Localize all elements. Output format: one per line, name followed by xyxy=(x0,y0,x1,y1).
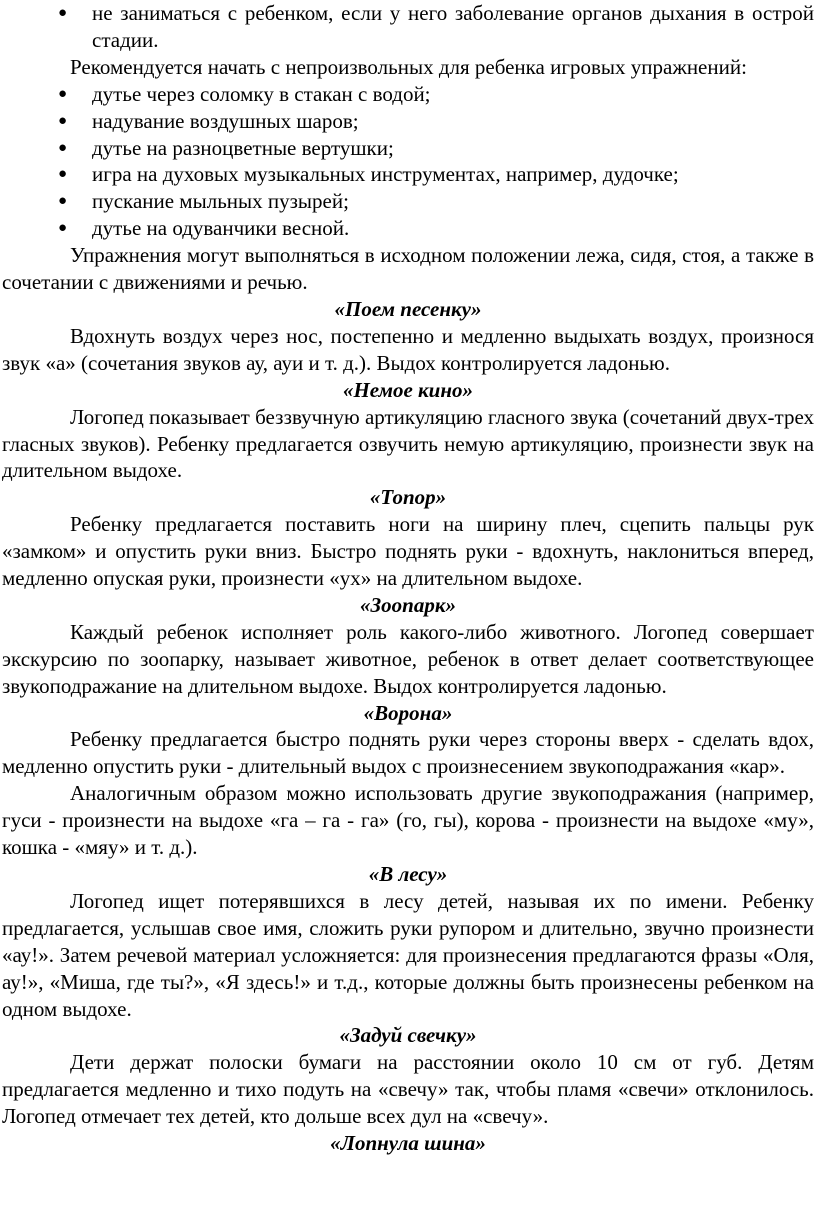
list-item xyxy=(2,135,814,162)
exercise-paragraph: Логопед ищет потерявшихся в лесу детей, называя их по имени. Ребенку предлагается, услышав свое имя, сложить руки рупором и длительно, звучно произнести «ау!». Затем речевой материал усложняется: для произнесения предлагаются фразы «Оля, ау!», «Миша, где ты?», «Я здесь!» и т.д., которые должны быть произнесены ребенком на одном выдохе. xyxy=(2,888,814,1021)
exercise-paragraph: Ребенку предлагается быстро поднять руки через стороны вверх - сделать вдох, медленно опустить руки - длительный выдох с произнесением звукоподражания «кар». xyxy=(2,727,814,779)
bullet-icon: ● xyxy=(58,112,68,129)
exercise-paragraph: Каждый ребенок исполняет роль какого-либо животного. Логопед совершает экскурсию по зоопарку, называет животное, ребенок в ответ делает соответствующее звукоподражание на длительном выдохе. Выдох контролируется ладонью. xyxy=(2,619,814,698)
exercise-paragraph: Вдохнуть воздух через нос, постепенно и медленно выдыхать воздух, произнося звук «а» (сочетания звуков ау, ауи и т. д.). Выдох контролируется ладонью. xyxy=(2,323,814,375)
exercise-title: «Лопнула шина» xyxy=(330,1131,486,1156)
list-item-text: игра на духовых музыкальных инструментах, например, дудочке; xyxy=(92,162,679,187)
exercise-title: «В лесу» xyxy=(368,862,448,886)
precaution-list xyxy=(2,0,814,54)
game-exercise-list xyxy=(2,81,814,242)
exercise-title: «Немое кино» xyxy=(342,377,474,402)
list-item-text: дутье на разноцветные вертушки; xyxy=(92,135,394,160)
list-item xyxy=(2,81,814,108)
bullet-icon: ● xyxy=(58,5,68,21)
exercise-paragraph: Логопед показывает беззвучную артикуляцию гласного звука (сочетаний двух-трех гласных звуков). Ребенку предлагается озвучить немую артикуляцию, произнести звук на длительном выдохе. xyxy=(2,404,814,483)
exercise-in-forest xyxy=(2,861,814,1022)
list-item-text: дутье через соломку в стакан с водой; xyxy=(92,81,431,106)
bullet-icon: ● xyxy=(58,220,68,237)
exercise-burst-tire xyxy=(2,1130,814,1157)
exercise-paragraph: Ребенку предлагается поставить ноги на ширину плеч, сцепить пальцы рук «замком» и опустить руки вниз. Быстро поднять руки - вдохнуть, наклониться вперед, медленно опуская руки, произнести «ух» на длительном выдохе. xyxy=(2,512,814,591)
intro-paragraph: Рекомендуется начать с непроизвольных для ребенка игровых упражнений: xyxy=(70,54,747,79)
exercise-zoo xyxy=(2,592,814,700)
exercise-paragraph: Аналогичным образом можно использовать другие звукоподражания (например, гуси - произнести на выдохе «га – га - га» (го, гы), корова - произнести на выдохе «му», кошка - «мяу» и т. д.). xyxy=(2,781,814,860)
exercise-sing-song xyxy=(2,296,814,377)
bullet-icon: ● xyxy=(58,139,68,156)
bullet-icon: ● xyxy=(58,193,68,210)
bullet-icon: ● xyxy=(58,166,68,183)
list-item xyxy=(2,188,814,215)
exercise-title: «Топор» xyxy=(369,485,447,510)
exercise-crow xyxy=(2,700,814,861)
exercise-paragraph: Дети держат полоски бумаги на расстоянии около 10 см от губ. Детям предлагается медленно и тихо подуть на «свечу» так, чтобы пламя «свечи» отклонилось. Логопед отмечает тех детей, кто дольше всех дул на «свечу». xyxy=(2,1050,814,1129)
list-item xyxy=(2,215,814,242)
exercise-blow-candle xyxy=(2,1022,814,1130)
list-item xyxy=(2,0,814,54)
exercise-silent-movie xyxy=(2,377,814,485)
exercise-title: «Зоопарк» xyxy=(359,592,456,617)
list-item-text: дутье на одуванчики весной. xyxy=(92,216,350,241)
list-item-text: надувание воздушных шаров; xyxy=(92,108,359,133)
bullet-icon: ● xyxy=(58,85,68,102)
exercise-title: «Поем песенку» xyxy=(334,296,482,321)
list-item-text: не заниматься с ребенком, если у него заболевание органов дыхания в острой стадии. xyxy=(92,1,814,52)
general-note-paragraph: Упражнения могут выполняться в исходном положении лежа, сидя, стоя, а также в сочетании с движениями и речью. xyxy=(2,243,814,295)
exercise-title: «Задуй свечку» xyxy=(339,1023,477,1048)
list-item-text: пускание мыльных пузырей; xyxy=(92,189,349,214)
list-item xyxy=(2,108,814,135)
list-item xyxy=(2,161,814,188)
exercise-title: «Ворона» xyxy=(363,700,453,725)
exercise-axe xyxy=(2,484,814,592)
